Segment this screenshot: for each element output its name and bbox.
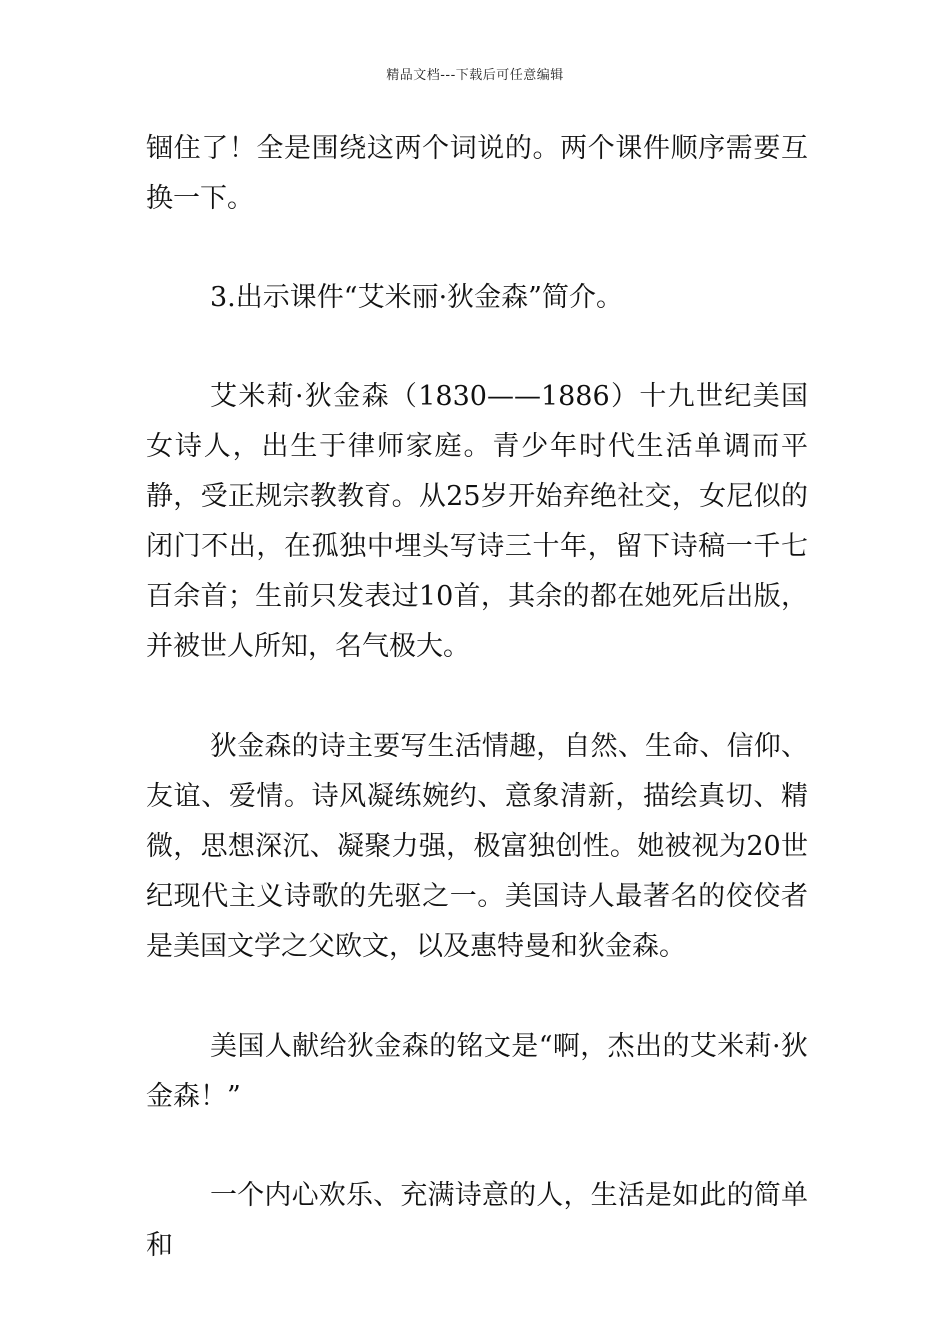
paragraph-closing: [146, 1171, 808, 1271]
paragraph-text: 锢住了！全是围绕这两个词说的。两个课件顺序需要互换一下。: [146, 133, 808, 214]
paragraph-text: 艾米莉·狄金森（1830——1886）十九世纪美国女诗人，出生于律师家庭。青少年时代生活单调而平静，受正规宗教教育。从25岁开始弃绝社交，女尼似的闭门不出，在孤独中埋头写诗三十年，留下诗稿一千七百余首；生前只发表过10首，其余的都在她死后出版，并被世人所知，名气极大。: [146, 381, 808, 662]
paragraph-text: 一个内心欢乐、充满诗意的人，生活是如此的简单和: [146, 1180, 808, 1261]
paragraph-text: 3.出示课件“艾米丽·狄金森”简介。: [210, 282, 623, 313]
page-header: 精品文档---下载后可任意编辑: [386, 68, 564, 83]
paragraph-step-3: [146, 273, 808, 323]
paragraph-epitaph: [146, 1022, 808, 1122]
paragraph-continuation: [146, 124, 808, 224]
paragraph-text: 狄金森的诗主要写生活情趣，自然、生命、信仰、友谊、爱情。诗风凝练婉约、意象清新，描绘真切、精微，思想深沉、凝聚力强，极富独创性。她被视为20世纪现代主义诗歌的先驱之一。美国诗人最著名的佼佼者是美国文学之父欧文，以及惠特曼和狄金森。: [146, 731, 808, 962]
paragraph-dickinson-poetry: [146, 722, 808, 972]
paragraph-dickinson-bio: [146, 372, 808, 672]
paragraph-text: 美国人献给狄金森的铭文是“啊，杰出的艾米莉·狄金森！”: [146, 1031, 808, 1112]
